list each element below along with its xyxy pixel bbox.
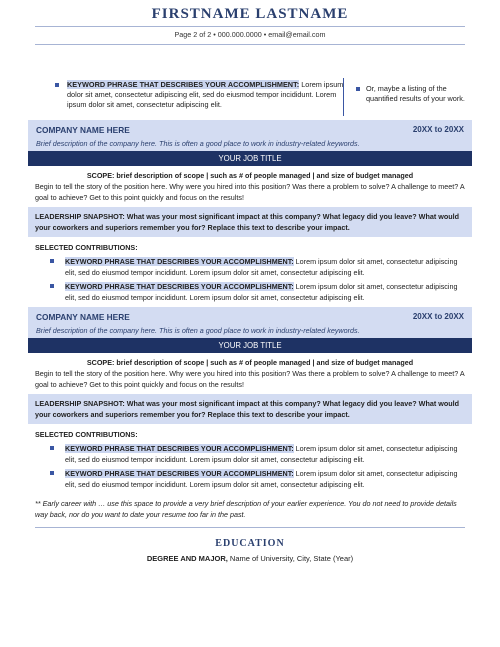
scope-line: SCOPE: brief description of scope | such as # of people managed | and size of budget managed — [86, 171, 414, 180]
position-story: Begin to tell the story of the position here. Why were you hired into this position? Was there a problem to solve? A challenge to meet? A goal to achieve? Get to this point quickly and focus on the results! — [35, 369, 465, 389]
side-note-text: Or, maybe a listing of the quantified results of your work. — [366, 84, 465, 103]
square-bullet-icon — [50, 471, 54, 475]
accomplishment-keyword: KEYWORD PHRASE THAT DESCRIBES YOUR ACCOMPLISHMENT: — [67, 80, 300, 89]
contribution-item — [50, 443, 470, 465]
selected-contributions-label: SELECTED CONTRIBUTIONS: — [35, 243, 138, 252]
contribution-text: Lorem ipsum dolor sit amet, consectetur adipiscing elit, sed do eiusmod tempor incididunt. Lorem ipsum dolor sit amet, consectetur adipiscing elit. — [65, 469, 458, 489]
square-bullet-icon — [50, 446, 54, 450]
contribution-text: Lorem ipsum dolor sit amet, consectetur adipiscing elit, sed do eiusmod tempor incididunt. Lorem ipsum dolor sit amet, consectetur adipiscing elit. — [65, 257, 458, 277]
contribution-keyword: KEYWORD PHRASE THAT DESCRIBES YOUR ACCOMPLISHMENT: — [65, 257, 294, 266]
selected-contributions-label: SELECTED CONTRIBUTIONS: — [35, 430, 138, 439]
contribution-keyword: KEYWORD PHRASE THAT DESCRIBES YOUR ACCOMPLISHMENT: — [65, 282, 294, 291]
contribution-keyword: KEYWORD PHRASE THAT DESCRIBES YOUR ACCOMPLISHMENT: — [65, 444, 294, 453]
company-dates: 20XX to 20XX — [412, 312, 464, 321]
degree-major: DEGREE AND MAJOR, — [146, 554, 228, 563]
education-heading: EDUCATION — [215, 538, 285, 549]
company-header-band — [28, 120, 472, 152]
job-title-bar: YOUR JOB TITLE — [28, 151, 472, 166]
contribution-item — [50, 468, 470, 490]
university-info: Name of University, City, State (Year) — [227, 554, 354, 563]
company-description: Brief description of the company here. This is often a good place to work in industry-related keywords. — [36, 326, 360, 335]
top-accomplishment — [55, 80, 345, 110]
side-note — [356, 84, 476, 104]
company-description: Brief description of the company here. This is often a good place to work in industry-related keywords. — [36, 139, 360, 148]
job-title-bar: YOUR JOB TITLE — [28, 338, 472, 353]
contact-line: Page 2 of 2 • 000.000.0000 • email@email.com — [174, 30, 326, 39]
square-bullet-icon — [50, 284, 54, 288]
scope-line: SCOPE: brief description of scope | such as # of people managed | and size of budget managed — [86, 358, 414, 367]
header-rule-top — [35, 26, 465, 27]
square-bullet-icon — [356, 87, 360, 91]
contribution-text: Lorem ipsum dolor sit amet, consectetur adipiscing elit, sed do eiusmod tempor incididunt. Lorem ipsum dolor sit amet, consectetur adipiscing elit. — [65, 444, 458, 464]
early-career-note: ** Early career with … use this space to provide a very brief description of your earlier experience. You do not need to provide details way back, nor do you want to date your resume too far in the past. — [35, 499, 457, 519]
contribution-item — [50, 256, 470, 278]
leadership-snapshot: LEADERSHIP SNAPSHOT: What was your most significant impact at this company? What legacy did you leave? What would your coworkers and superiors remember you for? Replace this text to describe your impact. — [28, 207, 472, 237]
square-bullet-icon — [55, 83, 59, 87]
contribution-item — [50, 281, 470, 303]
education-entry — [0, 554, 500, 563]
section-rule — [35, 527, 465, 528]
accomplishment-text: Lorem ipsum dolor sit amet, consectetur adipiscing elit, sed do eiusmod tempor incididunt. Lorem ipsum dolor sit amet, consectetur adipiscing elit. — [67, 80, 344, 109]
company-name: COMPANY NAME HERE — [36, 312, 130, 322]
leadership-snapshot: LEADERSHIP SNAPSHOT: What was your most significant impact at this company? What legacy did you leave? What would your coworkers and superiors remember you for? Replace this text to describe your impact. — [28, 394, 472, 424]
contribution-text: Lorem ipsum dolor sit amet, consectetur adipiscing elit, sed do eiusmod tempor incididunt. Lorem ipsum dolor sit amet, consectetur adipiscing elit. — [65, 282, 458, 302]
column-divider — [343, 78, 344, 116]
company-dates: 20XX to 20XX — [412, 125, 464, 134]
header-rule-bottom — [35, 44, 465, 45]
square-bullet-icon — [50, 259, 54, 263]
company-name: COMPANY NAME HERE — [36, 125, 130, 135]
company-header-band — [28, 307, 472, 339]
position-story: Begin to tell the story of the position here. Why were you hired into this position? Was there a problem to solve? A challenge to meet? A goal to achieve? Get to this point quickly and focus on the results! — [35, 182, 465, 202]
candidate-name: FIRSTNAME LASTNAME — [151, 6, 349, 22]
contribution-keyword: KEYWORD PHRASE THAT DESCRIBES YOUR ACCOMPLISHMENT: — [65, 469, 294, 478]
